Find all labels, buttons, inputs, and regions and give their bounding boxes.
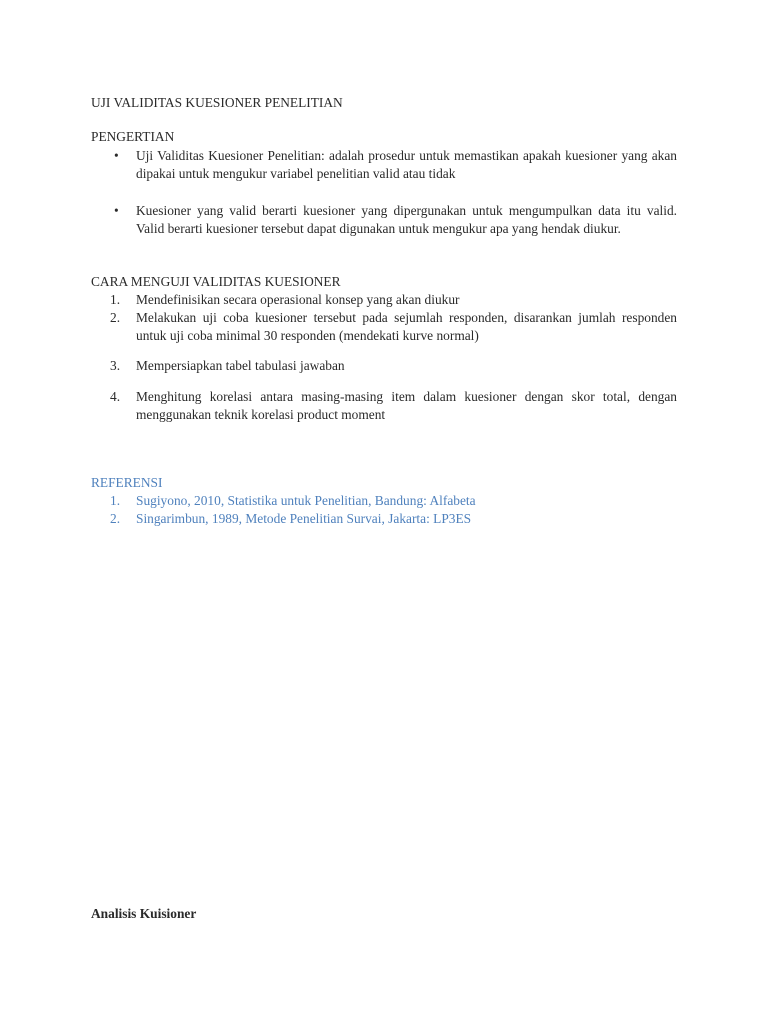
analysis-heading: Analisis Kuisioner — [91, 906, 197, 921]
step-text: Menghitung korelasi antara masing-masing item dalam kuesioner dengan skor total, dengan menggunakan teknik korelasi product moment — [136, 389, 677, 423]
definition-bullet-text: Uji Validitas Kuesioner Penelitian: adalah prosedur untuk memastikan apakah kuesioner yang akan dipakai untuk mengukur variabel penelitian valid atau tidak — [136, 148, 677, 182]
references-heading: REFERENSI — [91, 475, 163, 490]
step-number: 1. — [110, 292, 121, 307]
reference-number: 2. — [110, 511, 121, 526]
method-step — [110, 388, 677, 424]
definition-heading: PENGERTIAN — [91, 129, 175, 144]
definition-bullet-text: Kuesioner yang valid berarti kuesioner yang dipergunakan untuk mengumpulkan data itu valid. Valid berarti kuesioner tersebut dapat digunakan untuk mengukur apa yang hendak diukur. — [136, 203, 677, 237]
step-number: 4. — [110, 389, 121, 404]
reference-item — [110, 510, 677, 528]
reference-number: 1. — [110, 493, 121, 508]
method-step — [110, 309, 677, 345]
method-heading: CARA MENGUJI VALIDITAS KUESIONER — [91, 274, 341, 289]
method-step — [110, 357, 677, 375]
reference-text: Sugiyono, 2010, Statistika untuk Penelitian, Bandung: Alfabeta — [136, 493, 476, 508]
reference-item — [110, 492, 677, 510]
step-text: Melakukan uji coba kuesioner tersebut pada sejumlah responden, disarankan jumlah responden untuk uji coba minimal 30 responden (mendekati kurve normal) — [136, 310, 677, 344]
bullet-icon: • — [114, 203, 119, 218]
method-step — [110, 291, 677, 309]
step-number: 3. — [110, 358, 121, 373]
definition-bullet — [114, 202, 677, 238]
step-text: Mempersiapkan tabel tabulasi jawaban — [136, 358, 345, 373]
bullet-icon: • — [114, 148, 119, 163]
step-number: 2. — [110, 310, 121, 325]
reference-text: Singarimbun, 1989, Metode Penelitian Survai, Jakarta: LP3ES — [136, 511, 472, 526]
definition-bullet — [114, 147, 677, 183]
step-text: Mendefinisikan secara operasional konsep yang akan diukur — [136, 292, 460, 307]
document-title: UJI VALIDITAS KUESIONER PENELITIAN — [91, 95, 343, 110]
